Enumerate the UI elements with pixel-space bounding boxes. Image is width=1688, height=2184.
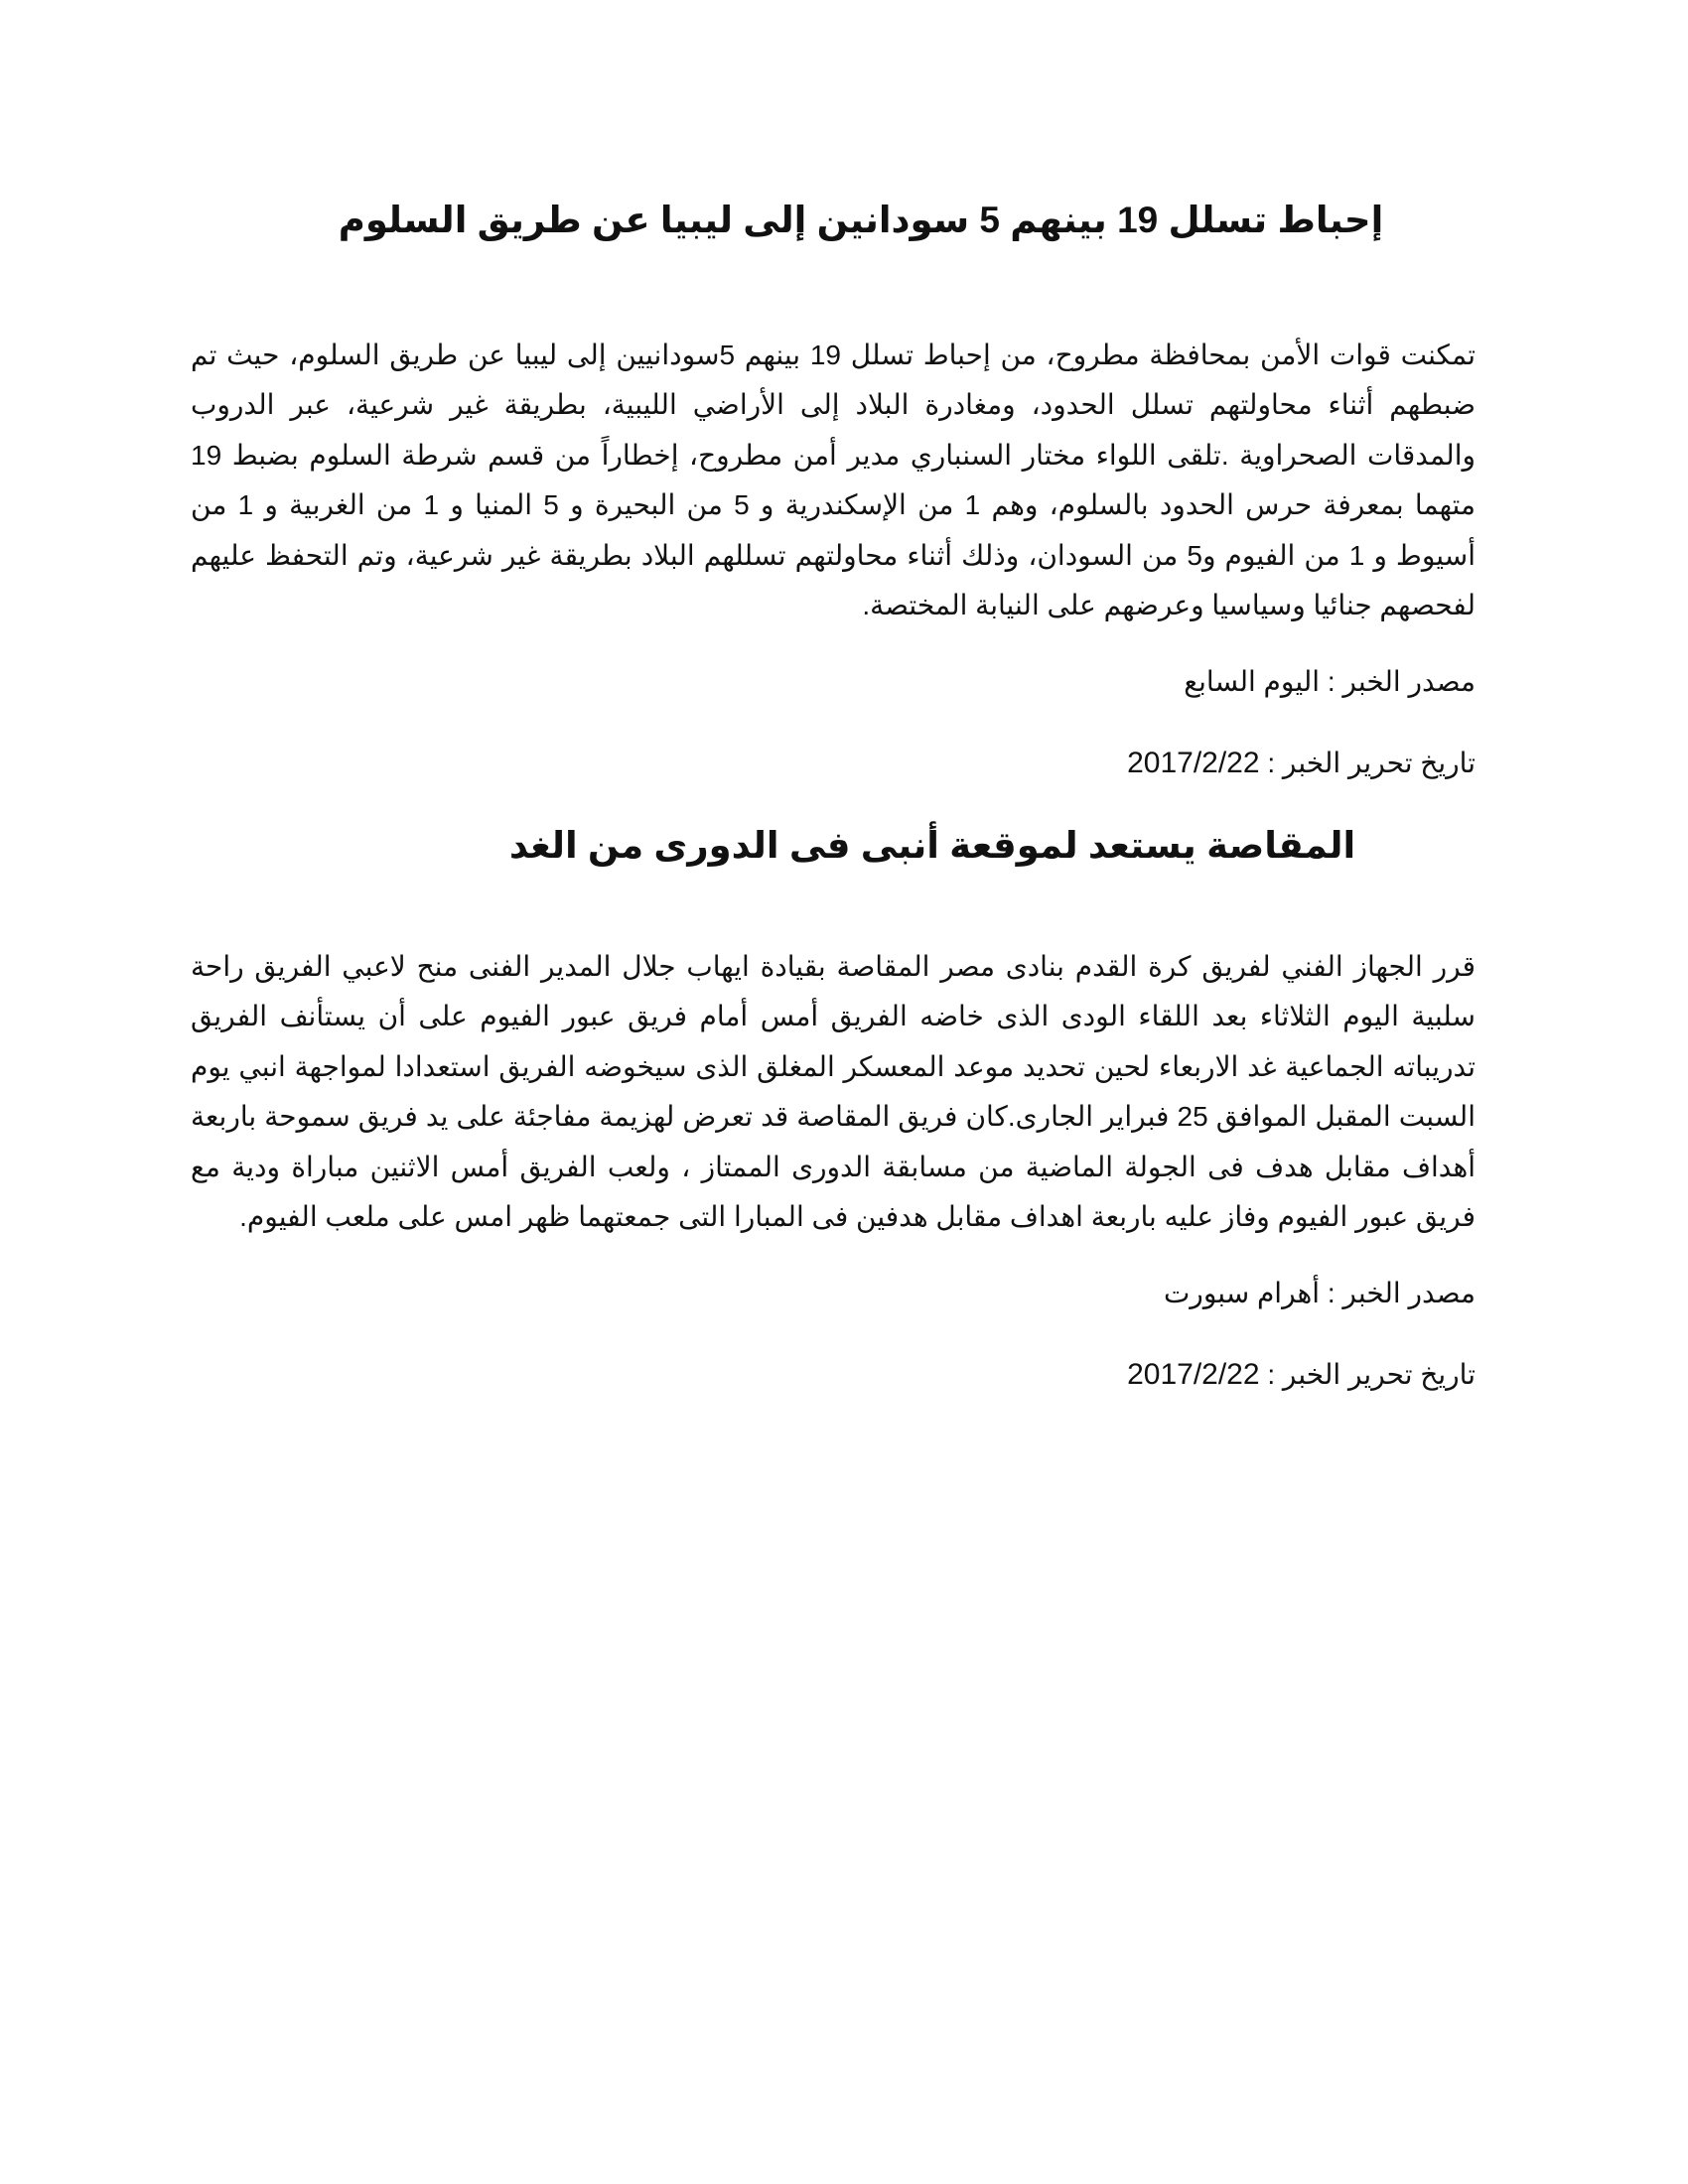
article-2-source-label: مصدر الخبر : xyxy=(1320,1278,1476,1309)
article-1-headline: إحباط تسلل 19 بينهم 5 سودانين إلى ليبيا عن طريق السلوم xyxy=(338,200,1384,240)
article-2-date-label: تاريخ تحرير الخبر : xyxy=(1259,1359,1476,1391)
article-1-source-label: مصدر الخبر : xyxy=(1320,666,1476,698)
news-article-2 xyxy=(191,804,1476,1396)
article-1-date-value: 2017/2/22 xyxy=(1127,747,1260,780)
article-1-source-value: اليوم السابع xyxy=(1184,666,1321,698)
article-2-body: قرر الجهاز الفني لفريق كرة القدم بنادى مصر المقاصة بقيادة ايهاب جلال المدير الفنى منح لاعبي الفريق راحة سلبية اليوم الثلاثاء بعد اللقاء الودى الذى خاضه الفريق أمس أمام فريق عبور الفيوم على أن يستأنف الفريق تدريباته الجماعية غد الاربعاء لحين تحديد موعد المعسكر المغلق الذى سيخوضه الفريق استعدادا لمواجهة انبي يوم السبت المقبل الموافق 25 فبراير الجارى.كان فريق المقاصة قد تعرض لهزيمة مفاجئة على يد فريق سموحة باربعة أهداف مقابل هدف فى الجولة الماضية من مسابقة الدورى الممتاز ، ولعب الفريق أمس الاثنين مباراة ودية مع فريق عبور الفيوم وفاز عليه باربعة اهداف مقابل هدفين فى المبارا التى جمعتهما ظهر امس على ملعب الفيوم. xyxy=(191,951,1477,1233)
article-2-date-line xyxy=(191,1354,1476,1396)
article-2-date-value: 2017/2/22 xyxy=(1127,1358,1260,1392)
article-2-source-line xyxy=(191,1273,1476,1314)
article-1-source-line xyxy=(191,661,1476,703)
article-1-date-line xyxy=(191,743,1476,784)
news-article-1 xyxy=(191,179,1476,784)
article-1-body: تمكنت قوات الأمن بمحافظة مطروح، من إحباط تسلل 19 بينهم 5سودانيين إلى ليبيا عن طريق السلوم، حيث تم ضبطهم أثناء محاولتهم تسلل الحدود، ومغادرة البلاد إلى الأراضي الليبية، بطريقة غير شرعية، عبر الدروب والمدقات الصحراوية .تلقى اللواء مختار السنباري مدير أمن مطروح، إخطاراً من قسم شرطة السلوم بضبط 19 متهما بمعرفة حرس الحدود بالسلوم، وهم 1 من الإسكندرية و 5 من البحيرة و 5 المنيا و 1 من الغربية و 1 من أسيوط و 1 من الفيوم و5 من السودان، وذلك أثناء محاولتهم تسللهم البلاد بطريقة غير شرعية، وتم التحفظ عليهم لفحصهم جنائيا وسياسيا وعرضهم على النيابة المختصة. xyxy=(191,340,1477,621)
article-1-date-label: تاريخ تحرير الخبر : xyxy=(1259,748,1476,779)
article-2-source-value: أهرام سبورت xyxy=(1163,1278,1321,1309)
article-2-headline: المقاصة يستعد لموقعة أنبى فى الدورى من الغد xyxy=(508,825,1356,866)
